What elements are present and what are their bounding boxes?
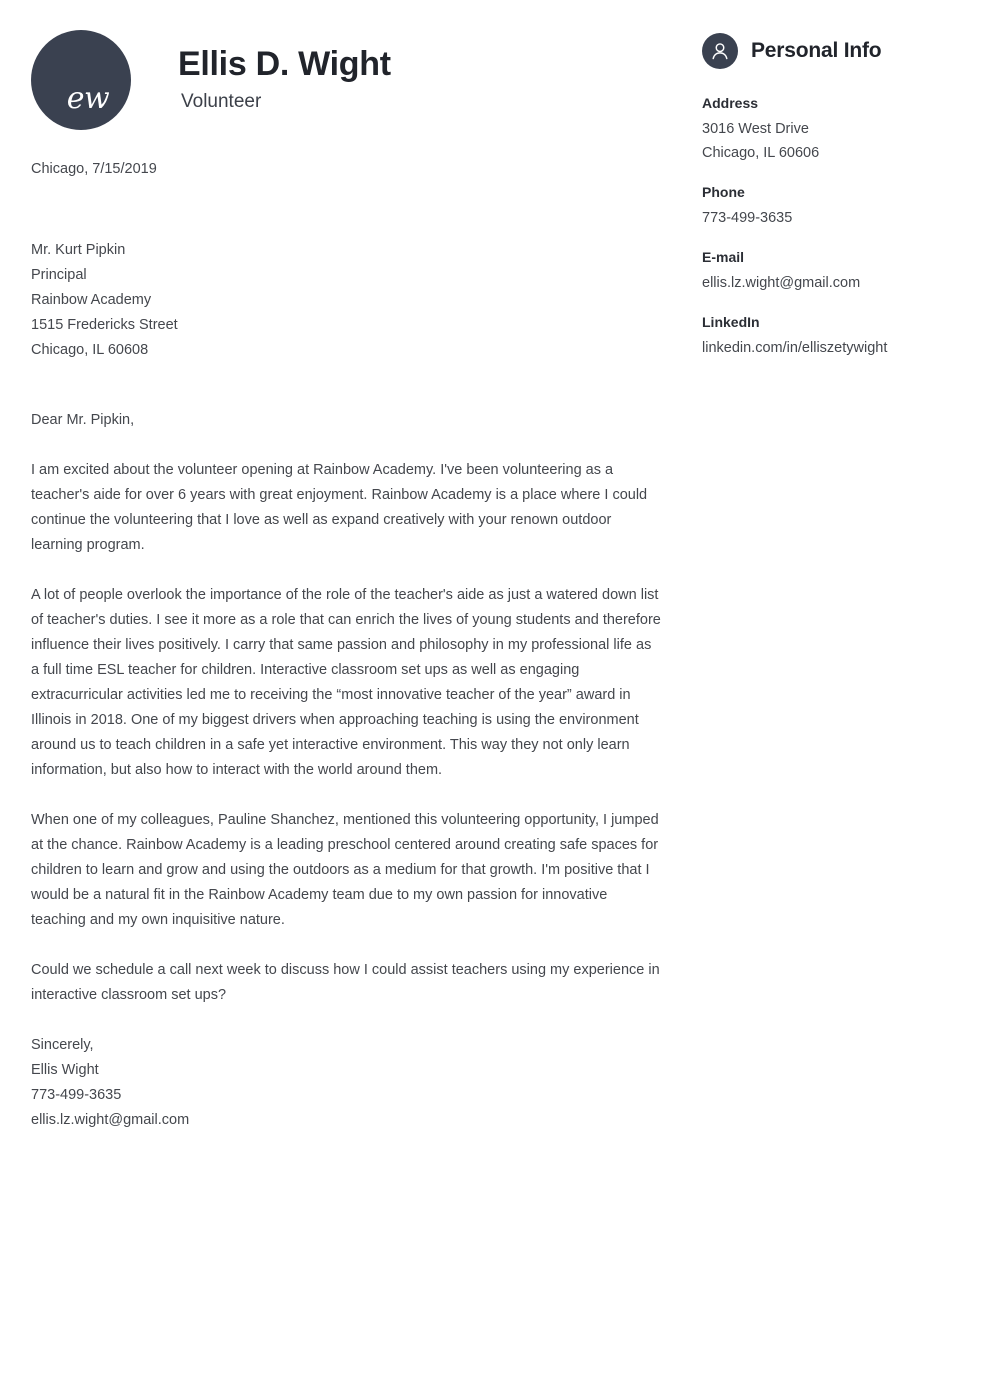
letter-paragraph: I am excited about the volunteer opening at Rainbow Academy. I've been volunteering as a teacher's aide for over 6 years with great enjoyment. Rainbow Academy is a place where I could continue the volunteering that I love as well as expand creatively with your renown outdoor learning program. bbox=[31, 462, 648, 553]
signoff-line: Ellis Wight bbox=[31, 1062, 99, 1078]
signoff-line: Sincerely, bbox=[31, 1037, 94, 1053]
info-label: Phone bbox=[702, 184, 745, 200]
info-group-phone bbox=[702, 181, 960, 230]
info-value[interactable]: linkedin.com/in/elliszetywight bbox=[702, 340, 888, 356]
signoff-phone: 773-499-3635 bbox=[31, 1087, 122, 1103]
info-value: Chicago, IL 60606 bbox=[702, 145, 820, 161]
recipient-address bbox=[31, 238, 663, 363]
info-group-linkedin bbox=[702, 311, 960, 360]
personal-info-sidebar bbox=[702, 33, 960, 376]
letter-body bbox=[31, 157, 663, 1133]
info-group-address bbox=[702, 92, 960, 165]
info-group-email bbox=[702, 246, 960, 295]
signoff-email: ellis.lz.wight@gmail.com bbox=[31, 1112, 190, 1128]
letter-paragraph: Could we schedule a call next week to discuss how I could assist teachers using my experience in interactive classroom set ups? bbox=[31, 962, 660, 1003]
avatar bbox=[31, 30, 131, 130]
info-value: 773-499-3635 bbox=[702, 210, 793, 226]
recipient-line: Principal bbox=[31, 267, 87, 283]
header-text-block bbox=[178, 46, 391, 114]
recipient-line: 1515 Fredericks Street bbox=[31, 317, 178, 333]
date-line: Chicago, 7/15/2019 bbox=[31, 161, 157, 177]
personal-info-title: Personal Info bbox=[751, 39, 882, 62]
signature-block bbox=[31, 1033, 663, 1133]
letter-paragraph: A lot of people overlook the importance of the role of the teacher's aide as just a watered down list of teacher's duties. I see it more as a role that can enrich the lives of young students and therefore influence their lives positively. I carry that same passion and philosophy in my professional life as a full time ESL teacher for children. Interactive classroom set ups as well as engaging extracurricular activities led me to receiving the “most innovative teacher of the year” award in Illinois in 2018. One of my biggest drivers when approaching teaching is using the environment around us to teach children in a safe yet interactive environment. This way they not only learn information, but also how to interact with the world around them. bbox=[31, 587, 661, 778]
job-title: Volunteer bbox=[181, 91, 262, 113]
page-title: Ellis D. Wight bbox=[178, 44, 391, 83]
letter-paragraph: When one of my colleagues, Pauline Shanchez, mentioned this volunteering opportunity, I jumped at the chance. Rainbow Academy is a leading preschool centered around creating safe spaces for children to learn and grow and using the outdoors as a medium for that growth. I'm positive that I would be a natural fit in the Rainbow Academy team due to my own passion for innovative teaching and my own inquisitive nature. bbox=[31, 812, 659, 928]
avatar-monogram: ew bbox=[66, 81, 110, 116]
person-icon bbox=[702, 33, 738, 69]
recipient-line: Chicago, IL 60608 bbox=[31, 342, 149, 358]
info-label: LinkedIn bbox=[702, 314, 760, 330]
salutation: Dear Mr. Pipkin, bbox=[31, 412, 135, 428]
info-value: 3016 West Drive bbox=[702, 121, 809, 137]
recipient-line: Rainbow Academy bbox=[31, 292, 152, 308]
info-label: E-mail bbox=[702, 249, 745, 265]
recipient-line: Mr. Kurt Pipkin bbox=[31, 242, 126, 258]
personal-info-header bbox=[702, 33, 960, 69]
info-label: Address bbox=[702, 95, 759, 111]
info-value[interactable]: ellis.lz.wight@gmail.com bbox=[702, 275, 861, 291]
letter-header bbox=[31, 28, 391, 132]
